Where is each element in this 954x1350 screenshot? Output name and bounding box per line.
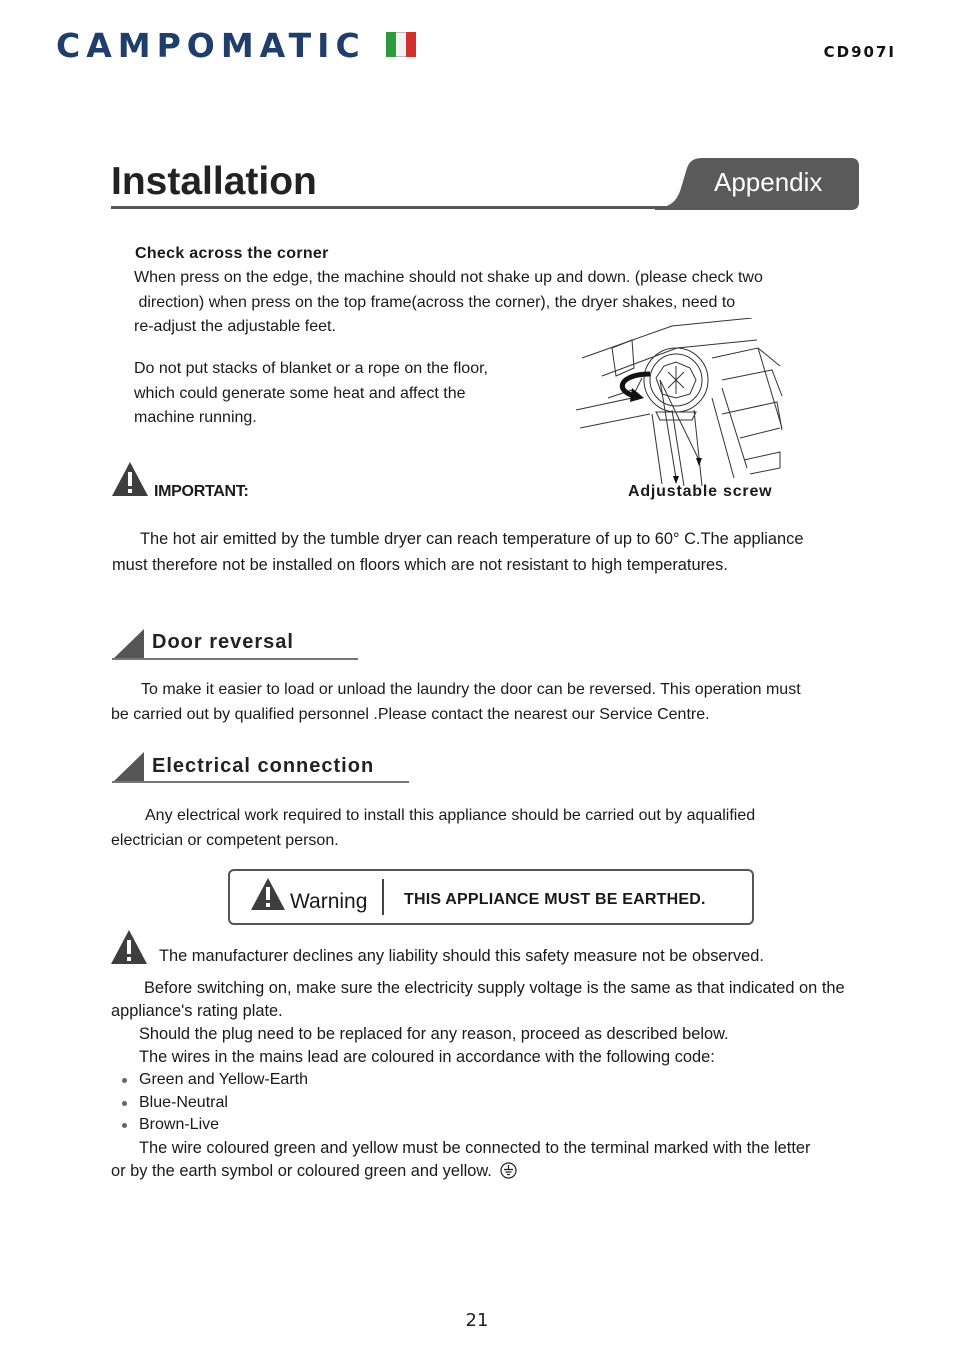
warning-triangle-icon bbox=[110, 929, 148, 965]
door-reversal-line: To make it easier to load or unload the laundry the door can be reversed. This operation must bbox=[141, 681, 801, 698]
electrical-intro bbox=[111, 804, 871, 853]
important-text bbox=[112, 522, 852, 582]
model-number: CD907I bbox=[823, 43, 896, 61]
important-line: The hot air emitted by the tumble dryer can reach temperature of up to 60° C.The appliance bbox=[140, 530, 804, 548]
blanket-note-line: Do not put stacks of blanket or a rope on the floor, bbox=[134, 360, 488, 377]
wiring-instructions bbox=[111, 977, 881, 1183]
list-item: Blue-Neutral bbox=[111, 1092, 881, 1115]
important-line: must therefore not be installed on floors which are not resistant to high temperatures. bbox=[112, 556, 728, 574]
list-item: Green and Yellow-Earth bbox=[111, 1069, 881, 1092]
warning-triangle-icon bbox=[111, 461, 149, 497]
check-corner-line: When press on the edge, the machine should not shake up and down. (please check two bbox=[134, 269, 763, 286]
door-reversal-line: be carried out by qualified personnel .Please contact the nearest our Service Centre. bbox=[111, 705, 710, 723]
voltage-line: Before switching on, make sure the electricity supply voltage is the same as that indicated on the bbox=[144, 979, 845, 997]
blanket-note-line: which could generate some heat and affect the bbox=[134, 384, 466, 402]
check-corner-line: re-adjust the adjustable feet. bbox=[134, 318, 336, 335]
check-corner-heading: Check across the corner bbox=[135, 245, 329, 262]
electrical-rule bbox=[112, 781, 409, 783]
wires-intro: The wires in the mains lead are coloured in accordance with the following code: bbox=[139, 1048, 715, 1066]
wire-colour-list bbox=[111, 1069, 881, 1137]
brand-logo: CAMPOMATIC bbox=[56, 26, 366, 65]
warning-divider bbox=[382, 879, 384, 915]
door-reversal-text bbox=[111, 678, 871, 727]
plug-line: Should the plug need to be replaced for any reason, proceed as described below. bbox=[139, 1025, 729, 1043]
terminal-line: The wire coloured green and yellow must be connected to the terminal marked with the letter bbox=[139, 1138, 811, 1157]
italian-flag-icon bbox=[386, 32, 416, 57]
voltage-line: appliance's rating plate. bbox=[111, 1002, 283, 1020]
electrical-intro-line: electrician or competent person. bbox=[111, 831, 339, 849]
check-corner-line: direction) when press on the top frame(across the corner), the dryer shakes, need to bbox=[134, 293, 736, 311]
liability-text: The manufacturer declines any liability should this safety measure not be observed. bbox=[159, 947, 764, 965]
page-title: Installation bbox=[111, 160, 317, 203]
list-item: Brown-Live bbox=[111, 1114, 881, 1137]
terminal-last-line bbox=[111, 1160, 881, 1183]
warning-text: THIS APPLIANCE MUST BE EARTHED. bbox=[404, 891, 706, 908]
section-marker-icon bbox=[112, 629, 144, 660]
title-underline bbox=[111, 206, 671, 209]
adjustable-screw-illustration bbox=[572, 318, 786, 486]
door-reversal-rule bbox=[112, 658, 358, 660]
door-reversal-heading: Door reversal bbox=[152, 631, 294, 653]
electrical-intro-line: Any electrical work required to install this appliance should be carried out by aqualified bbox=[145, 807, 756, 824]
section-marker-icon bbox=[112, 752, 144, 783]
warning-triangle-icon bbox=[250, 877, 286, 911]
blanket-note-line: machine running. bbox=[134, 409, 257, 426]
important-label: IMPORTANT: bbox=[154, 483, 249, 500]
flag-green bbox=[386, 32, 396, 57]
flag-white bbox=[396, 32, 406, 57]
flag-red bbox=[406, 32, 416, 57]
terminal-line: or by the earth symbol or coloured green and yellow. bbox=[111, 1161, 492, 1180]
blanket-note bbox=[134, 357, 554, 431]
figure-caption: Adjustable screw bbox=[628, 483, 773, 500]
warning-label: Warning bbox=[290, 890, 368, 913]
page-number: 21 bbox=[465, 1310, 489, 1331]
earth-symbol-icon bbox=[500, 1162, 517, 1179]
electrical-heading: Electrical connection bbox=[152, 755, 375, 777]
appendix-tab-label: Appendix bbox=[714, 167, 823, 197]
